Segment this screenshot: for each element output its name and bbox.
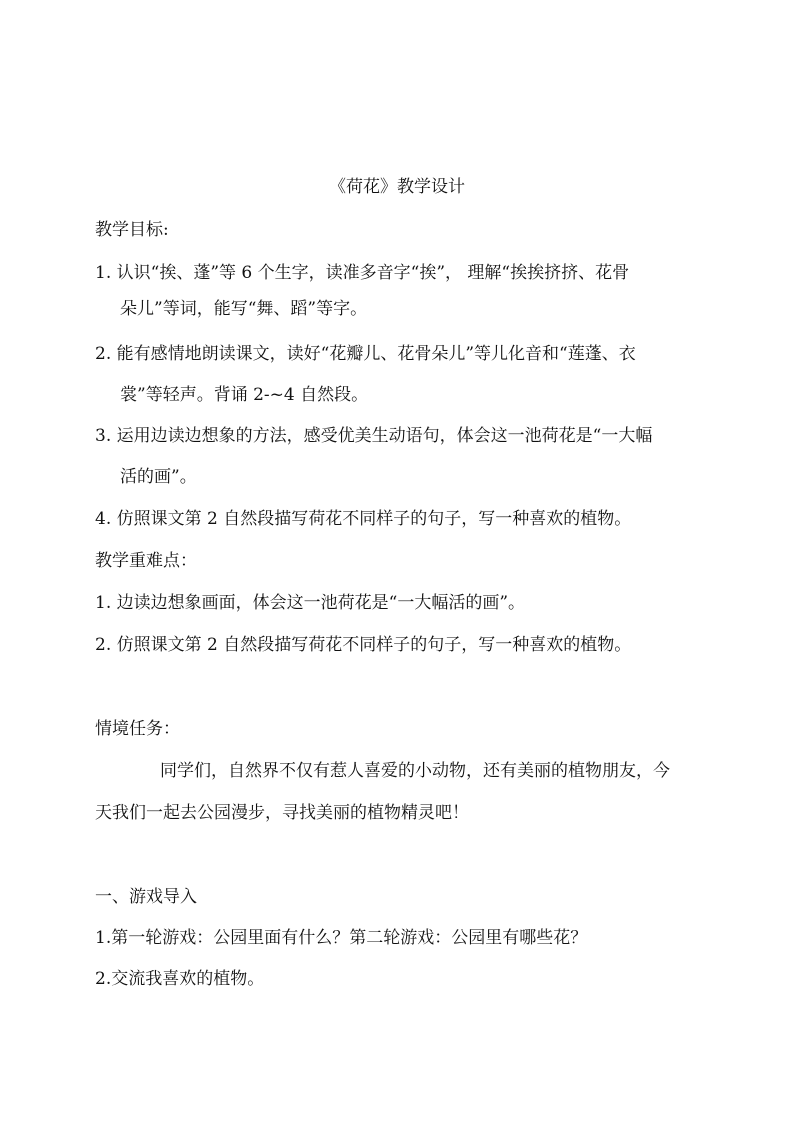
key-point-2: 2. 仿照课文第 2 自然段描写荷花不同样子的句子，写一种喜欢的植物。	[95, 635, 632, 655]
section-1-item-1: 1.第一轮游戏：公园里面有什么？第二轮游戏：公园里有哪些花？	[95, 928, 588, 948]
objective-2-line-1: 2. 能有感情地朗读课文，读好“花瓣儿、花骨朵儿”等儿化音和“莲蓬、衣	[95, 344, 636, 364]
objective-2-line-2: 裳”等轻声。背诵 2-~4 自然段。	[120, 385, 369, 405]
objective-4: 4. 仿照课文第 2 自然段描写荷花不同样子的句子，写一种喜欢的植物。	[95, 509, 632, 529]
section-1-item-2: 2.交流我喜欢的植物。	[95, 969, 265, 989]
objectives-heading: 教学目标:	[95, 220, 169, 240]
objective-1-line-2: 朵儿”等词，能写“舞、蹈”等字。	[120, 299, 368, 319]
scenario-line-2: 天我们一起去公园漫步，寻找美丽的植物精灵吧！	[95, 803, 469, 823]
section-1-heading: 一、游戏导入	[95, 887, 197, 907]
key-points-heading: 教学重难点：	[95, 551, 197, 571]
page-title: 《荷花》教学设计	[329, 177, 465, 197]
scenario-heading: 情境任务：	[95, 719, 180, 739]
objective-1-line-1: 1. 认识“挨、蓬”等 6 个生字，读准多音字“挨”， 理解“挨挨挤挤、花骨	[95, 263, 630, 283]
objective-3-line-1: 3. 运用边读边想象的方法，感受优美生动语句，体会这一池荷花是“一大幅	[95, 426, 653, 446]
key-point-1: 1. 边读边想象画面，体会这一池荷花是“一大幅活的画”。	[95, 593, 526, 613]
scenario-line-1: 同学们，自然界不仅有惹人喜爱的小动物，还有美丽的植物朋友，今	[160, 761, 670, 781]
objective-3-line-2: 活的画”。	[120, 467, 197, 487]
